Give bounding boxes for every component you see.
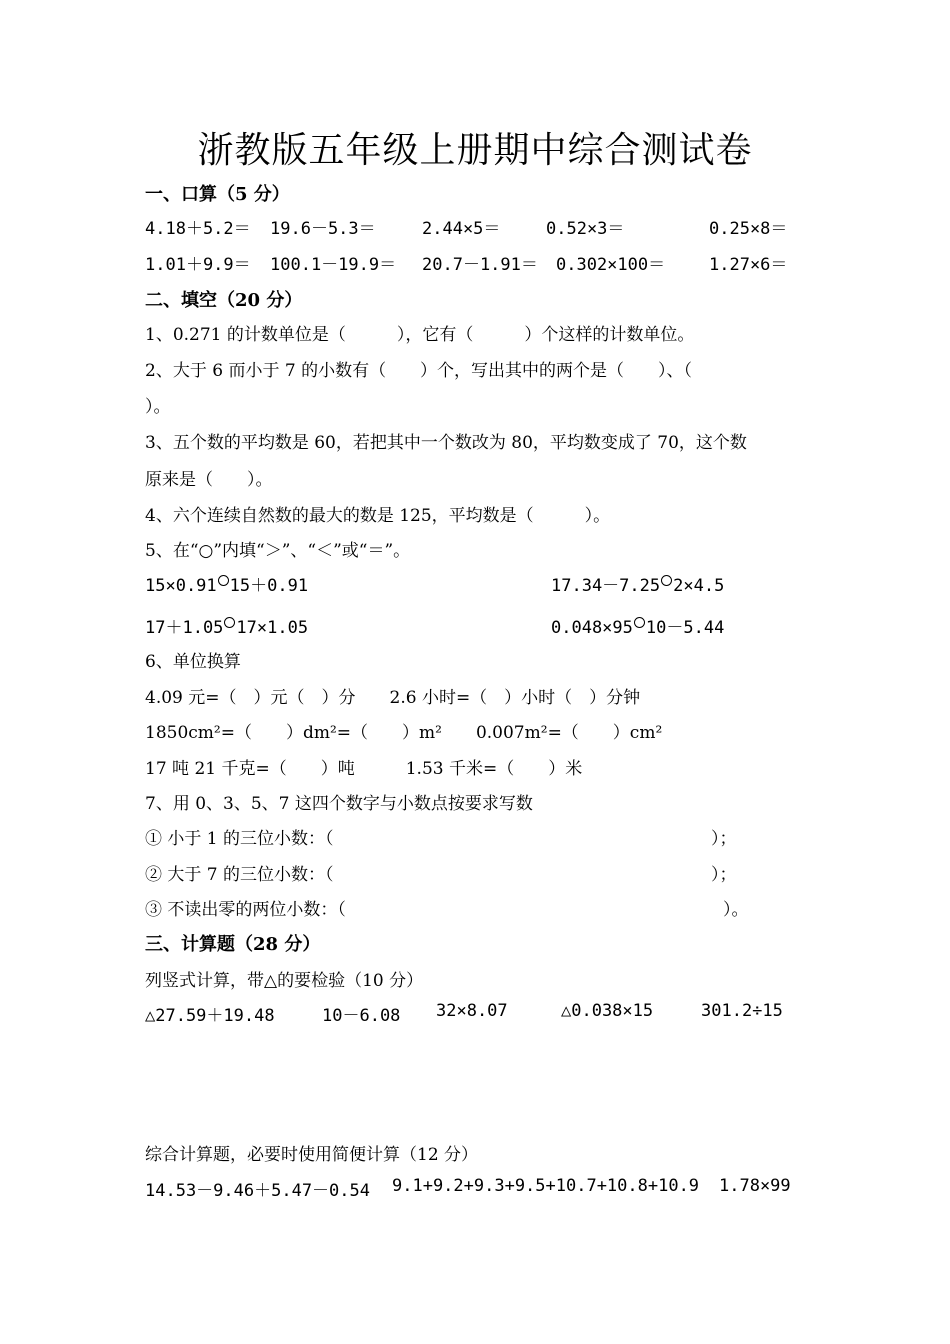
answer-circle[interactable] xyxy=(224,617,235,628)
question-6: 6、单位换算 xyxy=(145,652,241,672)
oral-calc-item: 0.25×8＝ xyxy=(709,219,788,239)
question-1: 1、0.271 的计数单位是（ ），它有（ ）个这样的计数单位。 xyxy=(145,325,695,345)
oral-calc-item: 0.302×100＝ xyxy=(556,255,666,275)
question-4: 4、六个连续自然数的最大的数是 125，平均数是（ ）。 xyxy=(145,506,611,526)
question-2: 2、大于 6 而小于 7 的小数有（ ）个，写出其中的两个是（ ）、（ xyxy=(145,361,693,381)
question-7-part-1: ① 小于 1 的三位小数：（ xyxy=(145,829,334,849)
question-7-part-3: ③ 不读出零的两位小数：（ xyxy=(145,900,346,920)
question-7-part-2-end: ）； xyxy=(711,865,737,885)
compare-item: 17＋1.05 17×1.05 xyxy=(145,618,309,638)
question-3-cont: 原来是（ ）。 xyxy=(145,470,273,490)
unit-conversion-row: 4.09 元=（ ）元（ ）分 2.6 小时=（ ）小时（ ）分钟 xyxy=(145,688,641,708)
composite-calc-instructions: 综合计算题，必要时使用简便计算（12 分） xyxy=(145,1145,479,1165)
vertical-calc-item: 32×8.07 xyxy=(436,1001,508,1021)
question-3: 3、五个数的平均数是 60，若把其中一个数改为 80，平均数变成了 70，这个数 xyxy=(145,433,747,453)
oral-calc-item: 2.44×5＝ xyxy=(422,219,501,239)
oral-calc-item: 4.18＋5.2＝ xyxy=(145,219,251,239)
compare-item: 17.34－7.25 2×4.5 xyxy=(551,576,725,596)
vertical-calc-item: 301.2÷15 xyxy=(701,1001,783,1021)
answer-circle[interactable] xyxy=(218,575,229,586)
vertical-calc-instructions: 列竖式计算，带△的要检验（10 分） xyxy=(145,971,424,991)
answer-circle[interactable] xyxy=(634,617,645,628)
question-2-cont: ）。 xyxy=(145,397,171,417)
composite-calc-item: 9.1+9.2+9.3+9.5+10.7+10.8+10.9 xyxy=(392,1176,700,1196)
section-2-heading: 二、填空（20 分） xyxy=(145,290,303,311)
oral-calc-item: 0.52×3＝ xyxy=(546,219,625,239)
answer-circle[interactable] xyxy=(661,575,672,586)
unit-conversion-row: 17 吨 21 千克=（ ）吨 1.53 千米=（ ）米 xyxy=(145,759,583,779)
page-title: 浙教版五年级上册期中综合测试卷 xyxy=(197,130,753,171)
question-7-part-2: ② 大于 7 的三位小数：（ xyxy=(145,865,334,885)
composite-calc-item: 14.53－9.46＋5.47－0.54 xyxy=(145,1181,370,1201)
vertical-calc-item: △0.038×15 xyxy=(561,1001,654,1021)
unit-conversion-row: 1850cm²=（ ）dm²=（ ）m² 0.007m²=（ ）cm² xyxy=(145,723,663,743)
question-7: 7、用 0、3、5、7 这四个数字与小数点按要求写数 xyxy=(145,794,533,814)
vertical-calc-item: △27.59＋19.48 xyxy=(145,1006,275,1026)
composite-calc-item: 1.78×99 xyxy=(719,1176,791,1196)
oral-calc-item: 100.1－19.9＝ xyxy=(270,255,397,275)
oral-calc-item: 1.27×6＝ xyxy=(709,255,788,275)
section-3-heading: 三、计算题（28 分） xyxy=(145,934,321,955)
question-7-part-3-end: ）。 xyxy=(723,900,749,920)
oral-calc-item: 19.6－5.3＝ xyxy=(270,219,376,239)
oral-calc-item: 20.7－1.91＝ xyxy=(422,255,538,275)
compare-item: 15×0.91 15＋0.91 xyxy=(145,576,309,596)
question-7-part-1-end: ）； xyxy=(711,829,737,849)
oral-calc-item: 1.01＋9.9＝ xyxy=(145,255,251,275)
section-1-heading: 一、口算（5 分） xyxy=(145,184,290,205)
compare-item: 0.048×95 10－5.44 xyxy=(551,618,725,638)
vertical-calc-item: 10－6.08 xyxy=(322,1006,401,1026)
question-5: 5、在“○”内填“＞”、“＜”或“＝”。 xyxy=(145,541,411,561)
